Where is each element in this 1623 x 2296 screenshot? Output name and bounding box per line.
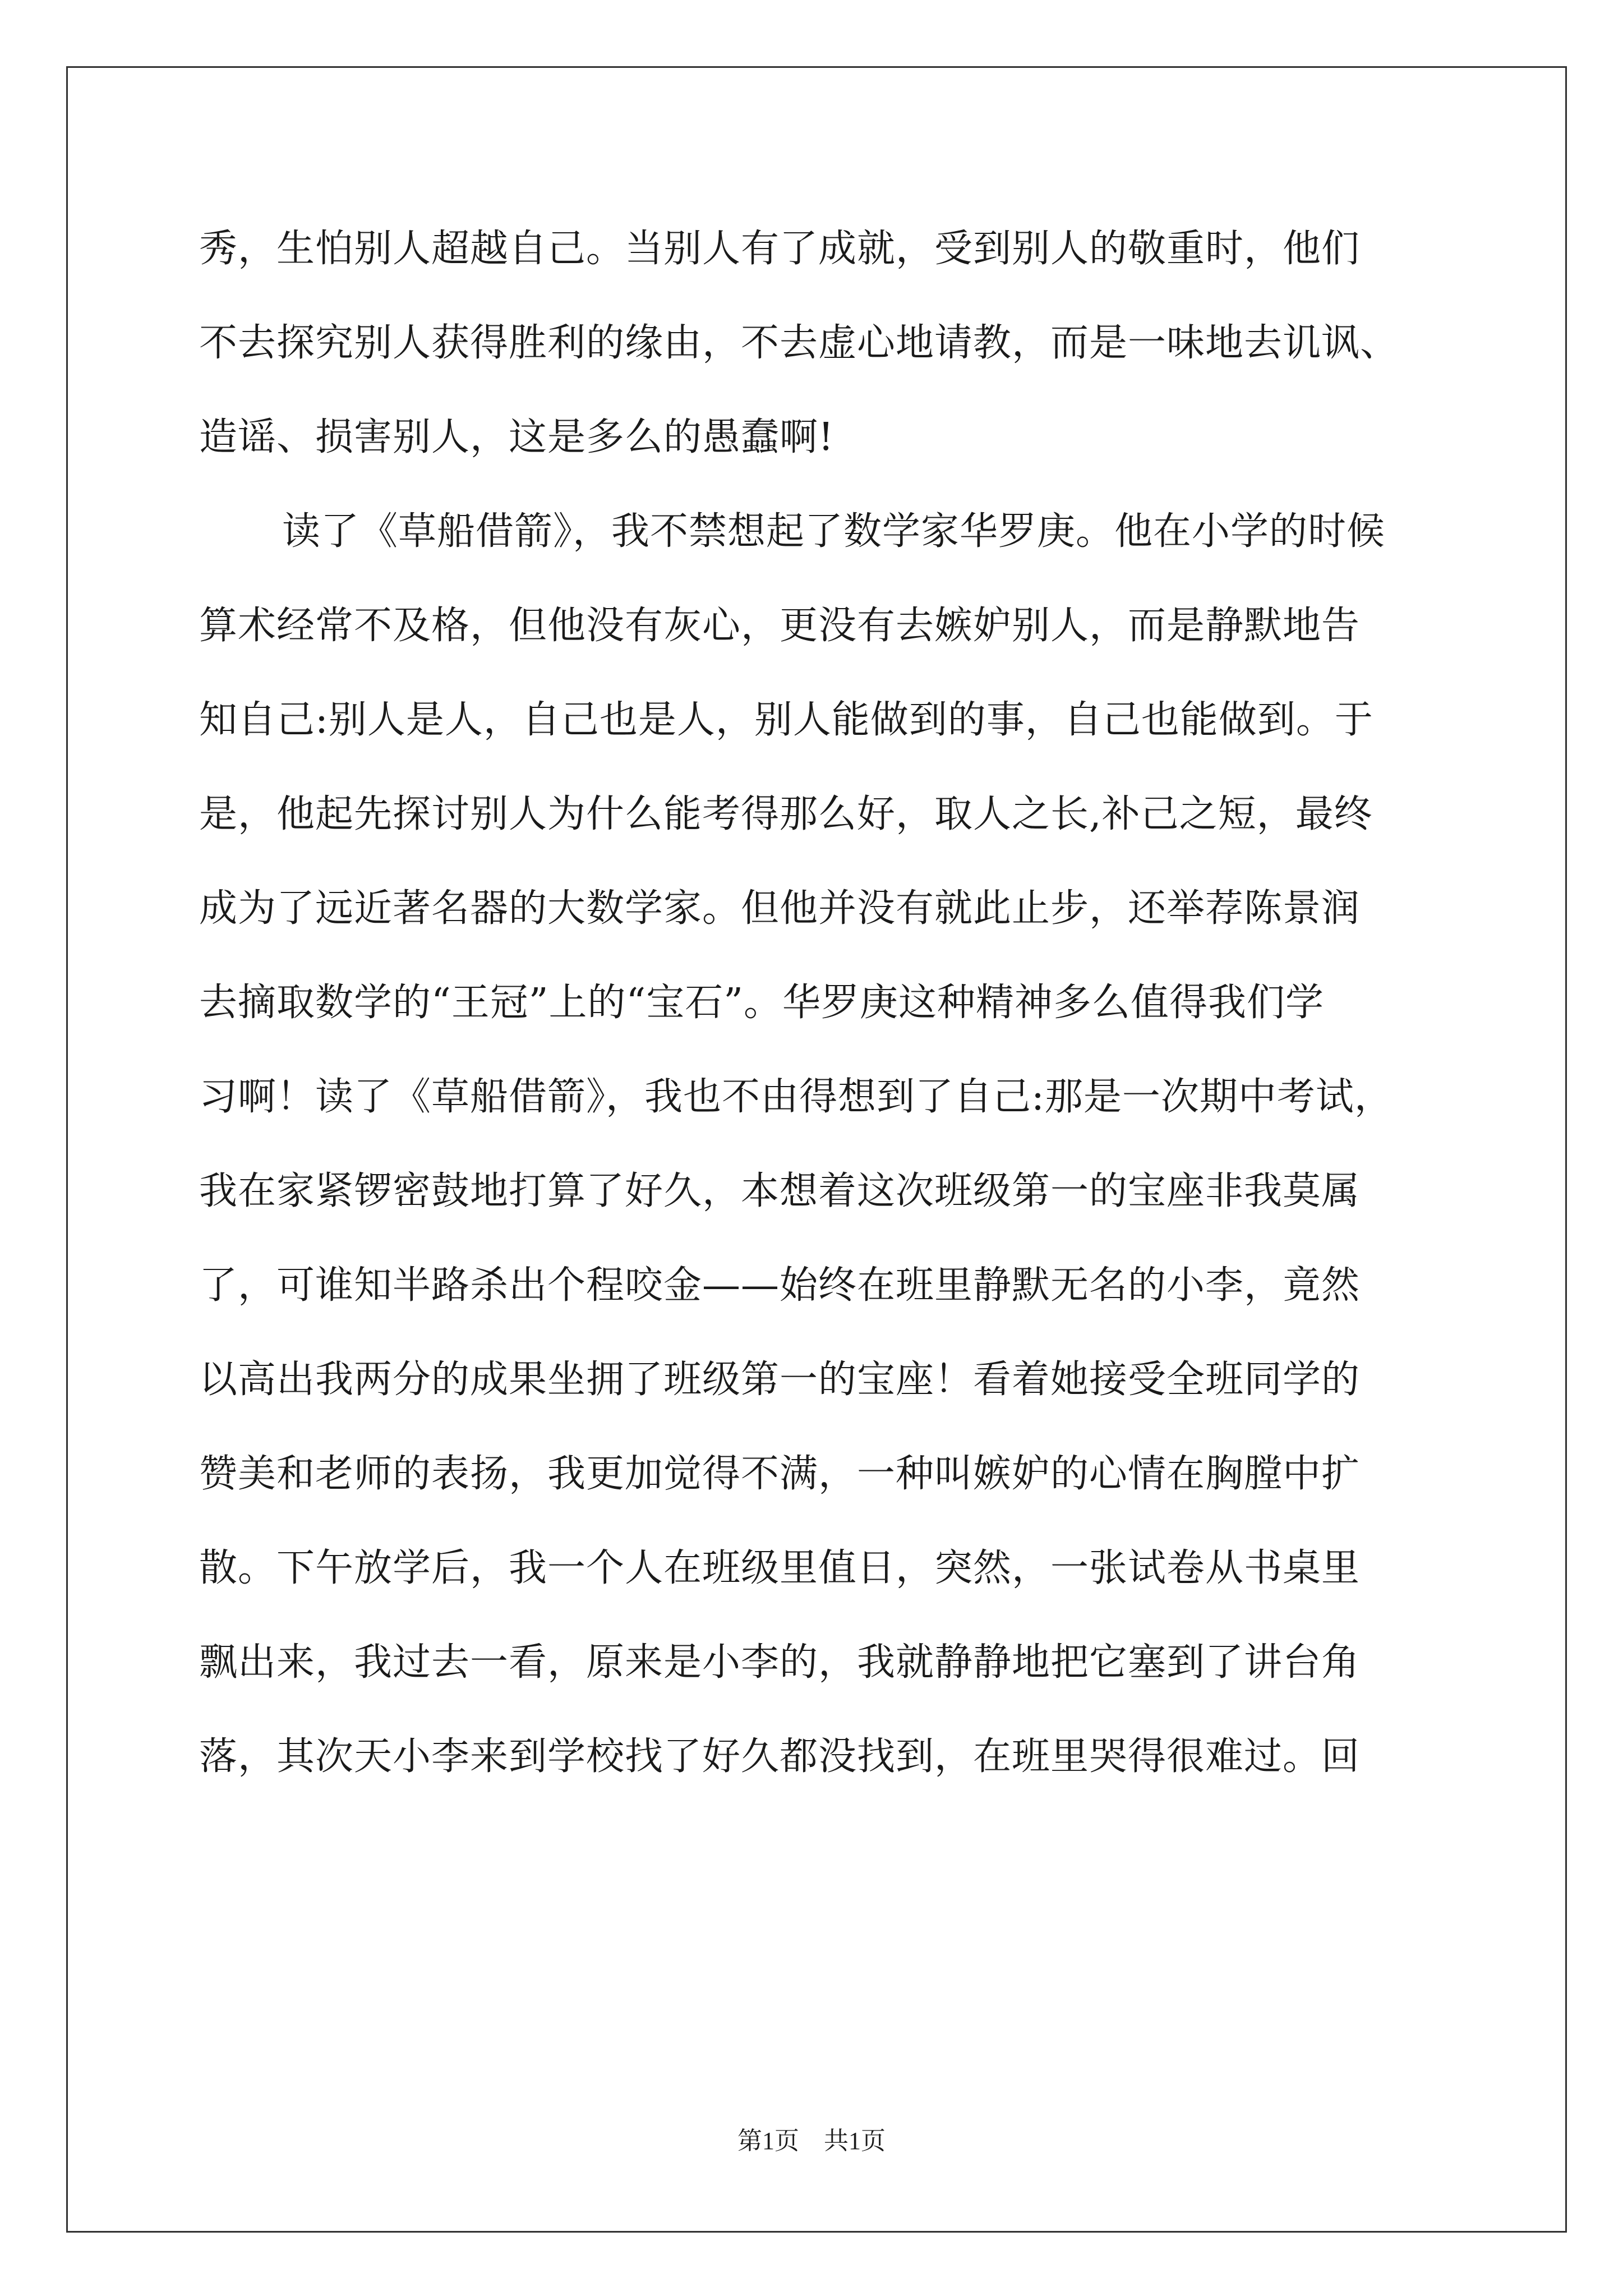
text-line-1: 秀，生怕别人超越自己。当别人有了成就，受到别人的敬重时，他们: [199, 227, 1361, 271]
text-line-15: 散。下午放学后，我一个人在班级里值日，突然，一张试卷从书桌里: [199, 1546, 1361, 1590]
text-line-13: 以高出我两分的成果坐拥了班级第一的宝座！看着她接受全班同学的: [199, 1358, 1361, 1402]
text-line-6: 知自己:别人是人，自己也是人，别人能做到的事，自己也能做到。于: [199, 698, 1373, 742]
text-line-17: 落，其次天小李来到学校找了好久都没找到，在班里哭得很难过。回: [199, 1734, 1361, 1779]
text-line-14: 赞美和老师的表扬，我更加觉得不满，一种叫嫉妒的心情在胸膛中扩: [199, 1452, 1361, 1496]
text-line-16: 飘出来，我过去一看，原来是小李的，我就静静地把它塞到了讲台角: [199, 1640, 1361, 1685]
body-text: [199, 222, 1433, 1824]
text-line-4-paragraph-start: 读了《草船借箭》，我不禁想起了数学家华罗庚。他在小学的时候: [282, 509, 1386, 554]
text-line-9: 去摘取数学的“王冠”上的“宝石”。华罗庚这种精神多么值得我们学: [199, 981, 1325, 1025]
text-line-11: 我在家紧锣密鼓地打算了好久，本想着这次班级第一的宝座非我莫属: [199, 1169, 1361, 1213]
text-line-12: 了，可谁知半路杀出个程咬金——始终在班里静默无名的小李，竟然: [199, 1263, 1361, 1308]
text-line-2: 不去探究别人获得胜利的缘由，不去虚心地请教，而是一味地去讥讽、: [199, 321, 1399, 365]
page-footer: 第1页 共1页: [737, 2127, 886, 2155]
text-line-3: 造谣、损害别人，这是多么的愚蠢啊!: [199, 415, 834, 459]
text-line-8: 成为了远近著名器的大数学家。但他并没有就此止步，还举荐陈景润: [199, 886, 1361, 931]
text-line-10: 习啊！读了《草船借箭》，我也不由得想到了自己:那是一次期中考试，: [199, 1075, 1393, 1119]
text-line-7: 是，他起先探讨别人为什么能考得那么好，取人之长,补己之短，最终: [199, 792, 1373, 836]
text-line-5: 算术经常不及格，但他没有灰心，更没有去嫉妒别人，而是静默地告: [199, 604, 1361, 648]
